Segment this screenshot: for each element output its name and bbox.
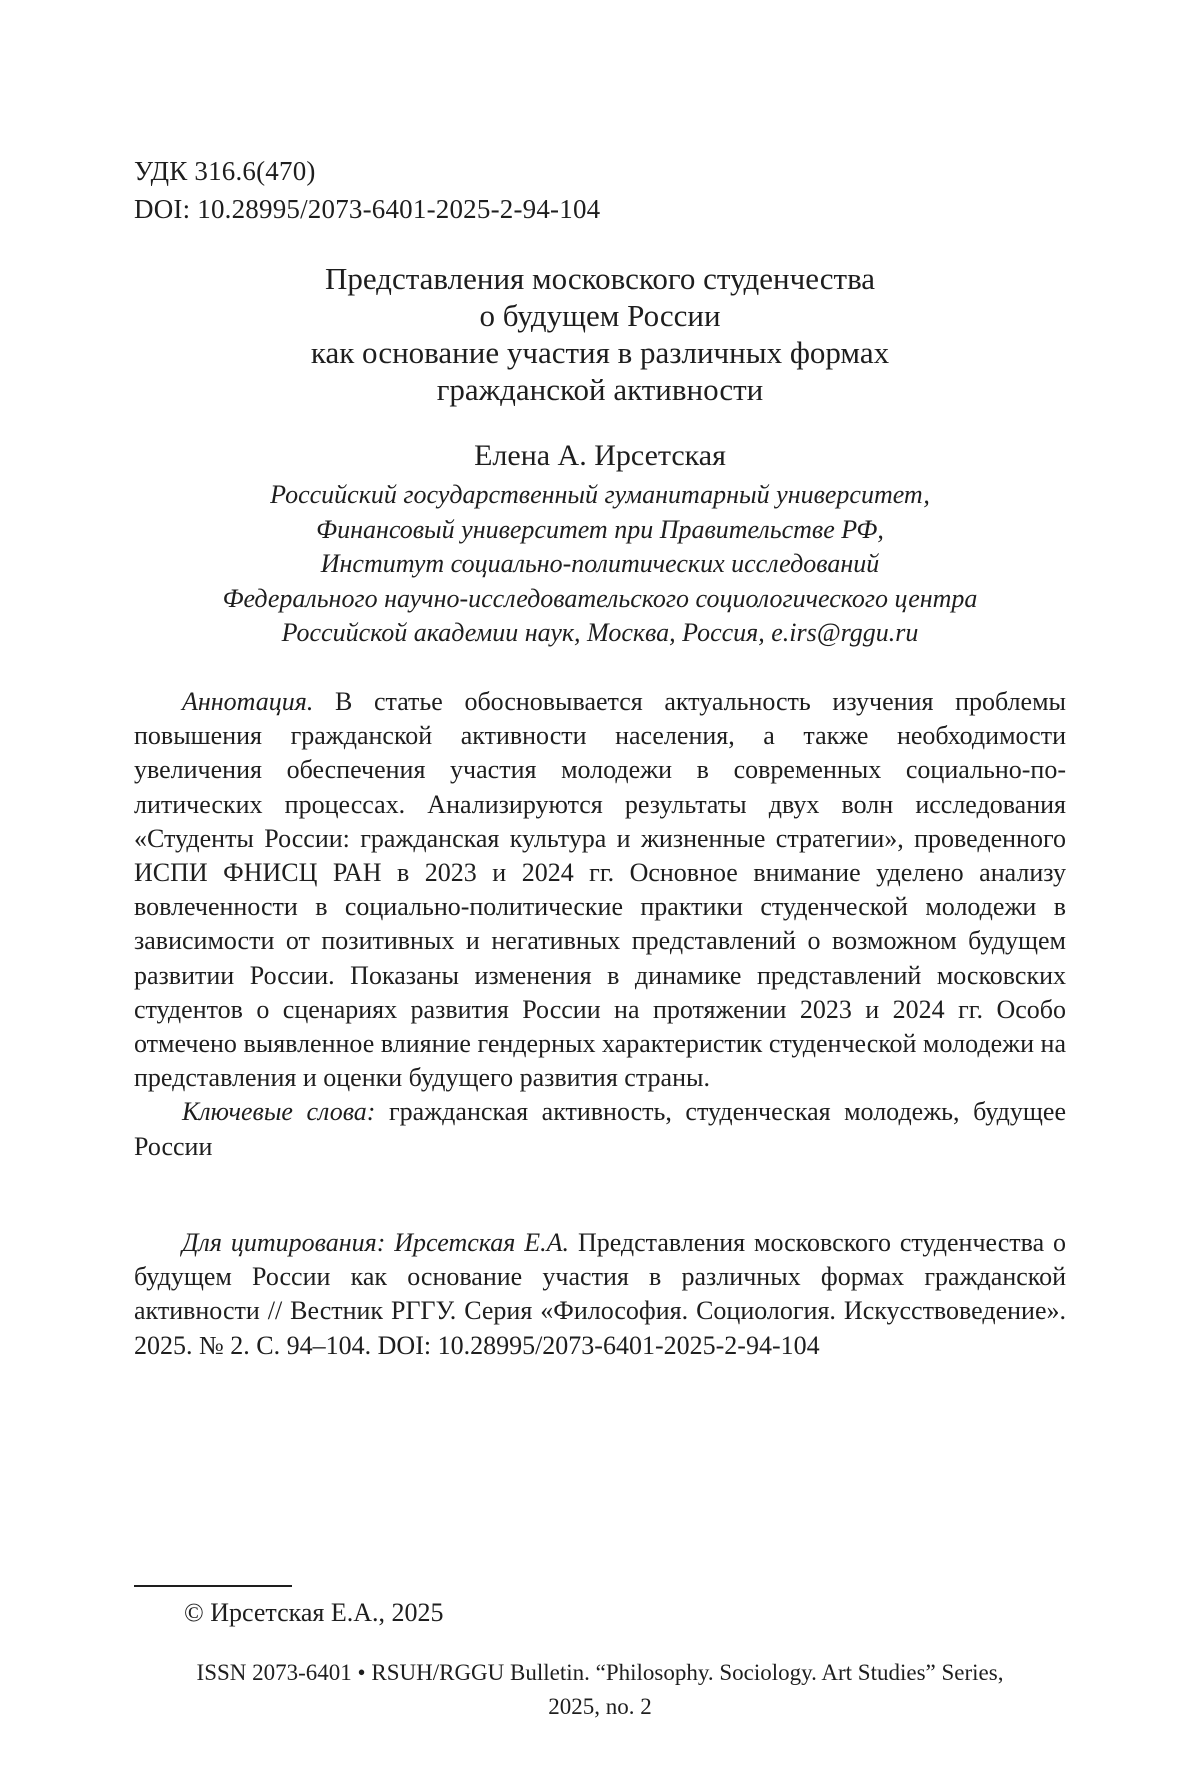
affiliation-line: Российской академии наук, Москва, Россия, e.irs@rggu.ru — [281, 618, 919, 647]
affiliation-line: Российский государственный гуманитарный университет, — [270, 480, 930, 509]
title-line: как основание участия в различных формах — [310, 335, 890, 370]
abstract-paragraph — [134, 685, 1066, 1095]
abstract-block — [134, 685, 1066, 1164]
title-line: Представления московского студенчества — [324, 261, 876, 296]
affiliation-line: Институт социально-политических исследований — [320, 549, 880, 578]
citation-paragraph — [134, 1226, 1066, 1363]
copyright-notice: © Ирсетская Е.А., 2025 — [184, 1598, 444, 1627]
affiliation-line: Федерального научно-исследовательского социологического центра — [222, 583, 978, 613]
abstract-label: Аннотация. — [182, 687, 314, 716]
udc-code: УДК 316.6(470) — [134, 156, 316, 186]
footer-line: 2025, no. 2 — [548, 1694, 652, 1719]
doi: DOI: 10.28995/2073-6401-2025-2-94-104 — [134, 194, 601, 224]
article-meta — [134, 152, 600, 228]
article-title — [0, 260, 1200, 408]
page-footer — [0, 1656, 1200, 1724]
citation-text: Представления московского студенчества о будущем России как основание участия в различных формах гражданской активности // Вестник РГГУ. Серия «Философия. Социология. Искусствоведение». 2025. № 2. С. 94–104. DOI: 10.28995/2073-6401-2025-2-94-104 — [134, 1228, 1067, 1360]
author-name: Елена А. Ирсетская — [474, 439, 726, 472]
footer-line: ISSN 2073-6401 • RSUH/RGGU Bulletin. “Philosophy. Sociology. Art Studies” Series, — [196, 1660, 1004, 1685]
abstract-text: В статье обосновывается актуальность изучения проблемы повышения гражданской активности населения, а также необходимости увеличения обеспечения участия молодежи в современных социально-политических процессах. Анализируются результаты двух волн исследования «Студенты России: гражданская культура и жизненные стратегии», проведенного ИСПИ ФНИСЦ РАН в 2023 и 2024 гг. Основное внимание уделено анализу вовлеченности в социально-политические практики студенческой молодежи в зависимости от позитивных и негативных представлений о возможном будущем развитии России. Показаны изменения в динамике представлений московских студентов о сценариях развития России на протяжении 2023 и 2024 гг. Особо отмечено выявленное влияние гендерных характеристик студенческой молодежи на представления и оценки будущего развития страны. — [134, 687, 1067, 1093]
citation-label: Для цитирования: Ирсетская Е.А. — [182, 1228, 570, 1257]
affiliation-line: Финансовый университет при Правительстве РФ, — [316, 514, 884, 544]
author-affiliation — [0, 478, 1200, 651]
keywords-text: гражданская активность, студенческая молодежь, будущее России — [134, 1097, 1066, 1161]
title-line: гражданской активности — [436, 372, 764, 407]
footnote-divider — [134, 1585, 292, 1587]
keywords-label: Ключевые слова: — [182, 1097, 376, 1127]
keywords-paragraph — [134, 1095, 1066, 1163]
citation-block — [134, 1226, 1066, 1363]
title-line: о будущем России — [479, 298, 721, 333]
